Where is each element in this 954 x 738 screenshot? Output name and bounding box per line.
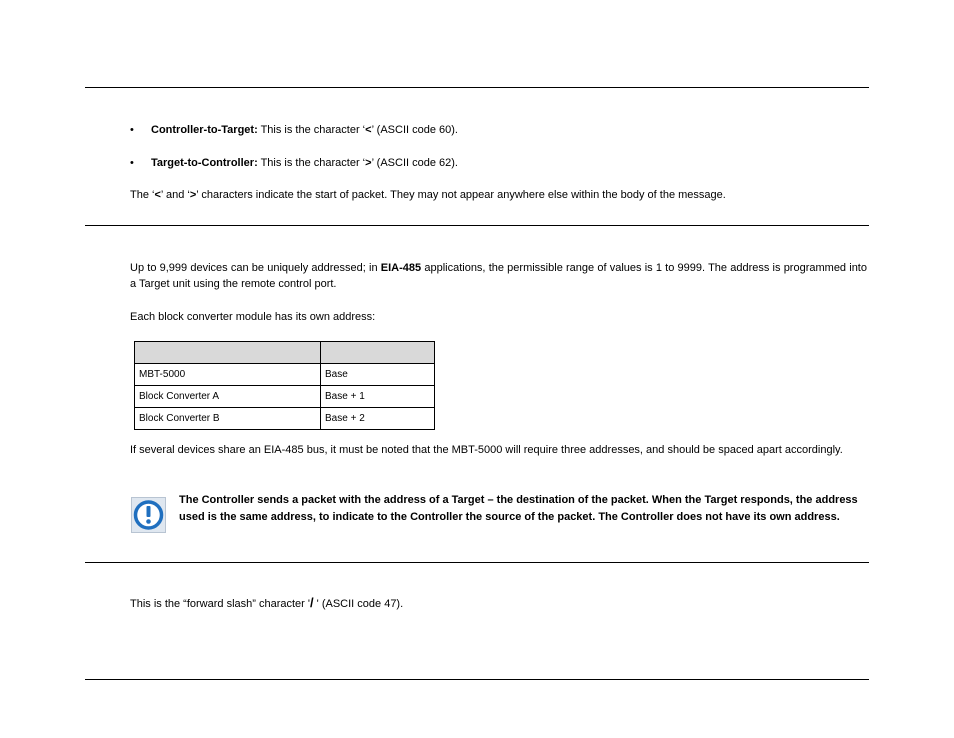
- bullet-label: Target-to-Controller:: [151, 157, 258, 169]
- table-header-cell: [135, 342, 321, 364]
- bullet-text: This is the character ‘: [257, 124, 366, 136]
- text-fragment: ’ and ‘: [160, 189, 190, 201]
- table-cell: Base + 2: [321, 408, 435, 430]
- table-row: [135, 364, 435, 386]
- text-fragment: applications, the permissible range of values is 1 to 9999. The address is programmed into a Target unit using the remote control port.: [130, 262, 867, 290]
- address-paragraph: [130, 260, 867, 292]
- address-table: [134, 341, 435, 430]
- text-fragment: Up to 9,999 devices can be uniquely addressed; in: [130, 262, 381, 274]
- block-converter-paragraph: Each block converter module has its own address:: [130, 311, 376, 323]
- char-slash: /: [310, 595, 314, 610]
- table-cell: Base + 1: [321, 386, 435, 408]
- char-gt: >: [189, 189, 197, 201]
- forward-slash-paragraph: [130, 595, 867, 612]
- bullet-label: Controller-to-Target:: [151, 124, 258, 136]
- eia-485-bold: EIA-485: [380, 262, 422, 274]
- bullet-target-to-controller: [130, 156, 458, 170]
- table-row: [135, 408, 435, 430]
- start-of-packet-paragraph: [130, 187, 867, 203]
- table-header-row: [135, 342, 435, 364]
- text-fragment: ' (ASCII code 47).: [313, 598, 404, 610]
- bullet-char: <: [365, 124, 372, 136]
- table-cell: MBT-5000: [135, 364, 321, 386]
- table-cell: Base: [321, 364, 435, 386]
- table-header-cell: [321, 342, 435, 364]
- bullet-char: >: [365, 157, 372, 169]
- text-fragment: This is the “forward slash” character ': [130, 598, 310, 610]
- bullet-text-end: ’ (ASCII code 60).: [371, 124, 458, 136]
- section-rule-1: [85, 225, 869, 226]
- text-fragment: The ‘: [130, 189, 155, 201]
- bullet-controller-to-target: [130, 123, 458, 137]
- bullet-text: This is the character ‘: [257, 157, 366, 169]
- bullet-dot: •: [130, 157, 134, 169]
- bullet-dot: •: [130, 124, 134, 136]
- table-cell: Block Converter B: [135, 408, 321, 430]
- bottom-rule: [85, 679, 869, 680]
- table-cell: Block Converter A: [135, 386, 321, 408]
- text-fragment: ’ characters indicate the start of packet. They may not appear anywhere else within the body of the message.: [196, 189, 726, 201]
- char-lt: <: [154, 189, 161, 201]
- bullet-text-end: ’ (ASCII code 62).: [371, 157, 458, 169]
- note-text: The Controller sends a packet with the address of a Target – the destination of the packet. When the Target responds, the address used is the same address, to indicate to the Controller the source of the packet. The Controller does not have its own address.: [179, 494, 858, 523]
- top-rule: [85, 87, 869, 88]
- table-row: [135, 386, 435, 408]
- exclamation-circle-icon: [131, 497, 166, 533]
- eia-485-bus-paragraph: If several devices share an EIA-485 bus, it must be noted that the MBT-5000 will require three addresses, and should be spaced apart accordingly.: [130, 444, 843, 456]
- section-rule-2: [85, 562, 869, 563]
